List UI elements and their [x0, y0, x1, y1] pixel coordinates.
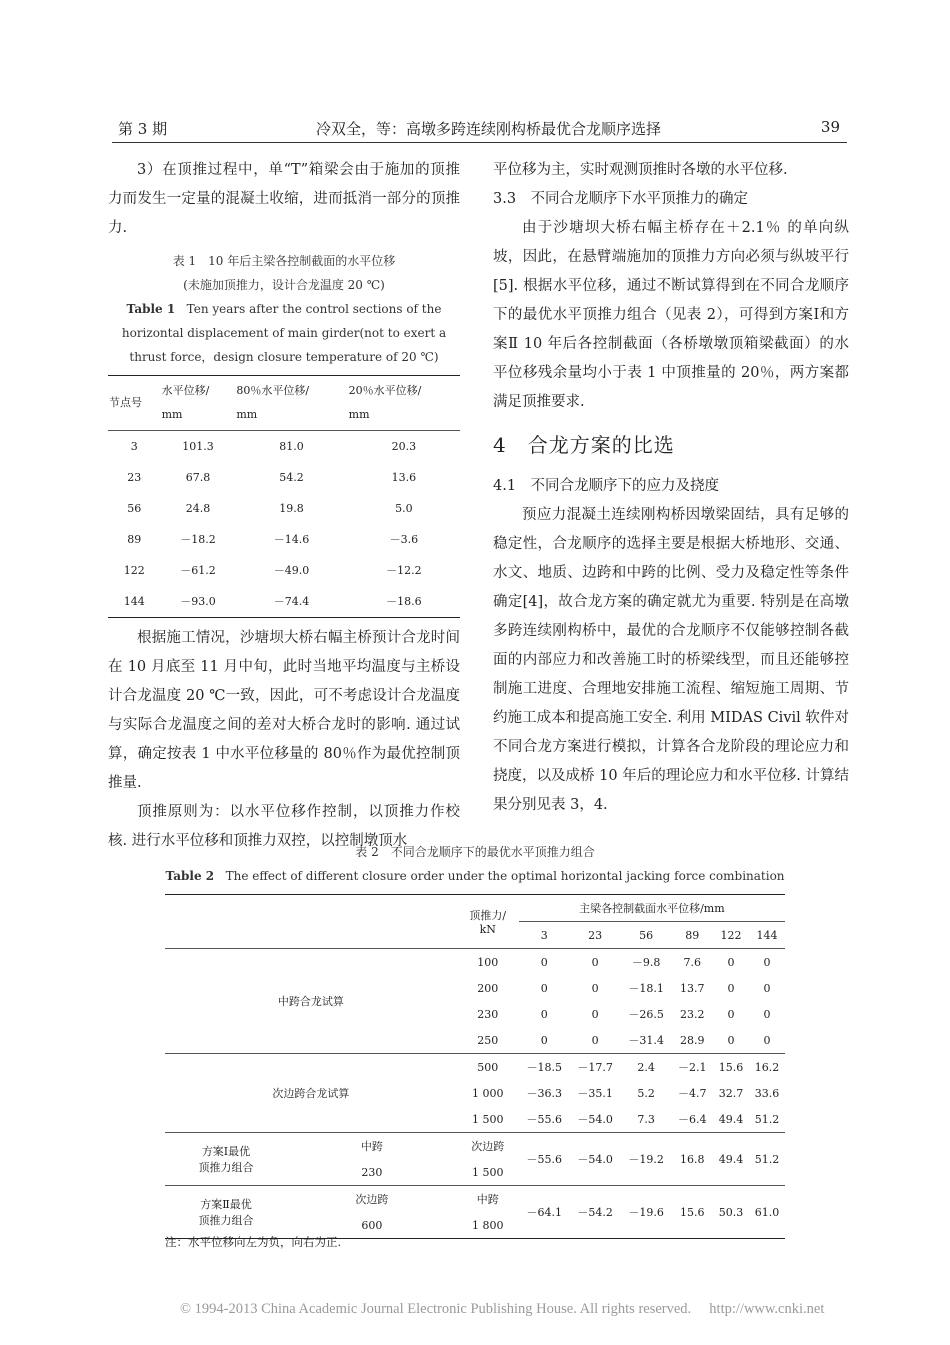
table1-caption-cn-sub: (未施加顶推力，设计合龙温度 20 ℃)	[183, 278, 385, 292]
table1-col-node: 节点号	[108, 376, 161, 431]
scheme1-label: 方案Ⅰ最优	[201, 1145, 251, 1158]
table2-node: 122	[720, 928, 742, 942]
table-row: 122 －61.2 －49.0 －12.2	[123, 564, 422, 577]
group-label: 次边跨合龙试算	[272, 1087, 350, 1100]
table2-node: 23	[588, 928, 603, 942]
table-row: 144 －93.0 －74.4 －18.6	[108, 586, 460, 618]
section-4-heading: 4 合龙方案的比选	[493, 433, 675, 457]
paragraph: 预应力混凝土连续刚构桥因墩梁固结，具有足够的稳定性，合龙顺序的选择主要是根据大桥地形、交通、水文、地质、边跨和中跨的比例、受力及稳定性等条件确定[4]，故合龙方案的确定就尤为重要. 特别是在高墩多跨连续刚构桥中，最优的合龙顺序不仅能够控制各截面的内部应力和改善施工时的桥梁线型，而且还能够控制施工进度、合理地安排施工流程、缩短施工周期、节约施工成本和提高施工安全. 利用 MIDAS Civil 软件对不同合龙方案进行模拟，计算各合龙阶段的理论应力和挠度，以及成桥 10 年后的理论应力和水平位移. 计算结果分别见表 3，4.	[493, 507, 849, 813]
table-row: 230 1 500	[165, 1159, 785, 1186]
table1-caption-en	[108, 297, 460, 369]
table2-node: 89	[685, 928, 700, 942]
table2-head-force-unit: kN	[479, 923, 496, 936]
scheme2-label: 方案Ⅱ最优	[200, 1198, 252, 1211]
table2-note: 注：水平位移向左为负，向右为正.	[165, 1235, 342, 1249]
table-row: 1 500 －55.6 －54.0 7.3 －6.4 49.4 51.2	[165, 1106, 785, 1133]
table1-caption-en-text: Ten years after the control sections of the horizontal displacement of main girder(not to exert a thrust force，design closure temperature of 20 ℃)	[121, 302, 447, 364]
table-row: 中跨合龙试算 100 0 0 －9.8 7.6 0 0	[165, 949, 785, 976]
paragraph: 平位移为主，实时观测顶推时各墩的水平位移.	[493, 162, 788, 178]
table2-node: 3	[540, 928, 548, 942]
page-number: 39	[820, 118, 840, 136]
table2-node: 144	[756, 928, 778, 942]
table2-caption-cn: 表 2 不同合龙顺序下的最优水平顶推力组合	[355, 845, 595, 859]
table-row: 600 1 800	[165, 1212, 785, 1239]
table1-col-20: 20％水平位移/ mm	[348, 376, 460, 431]
table-row: 230 0 0 －26.5 23.2 0 0	[477, 1007, 771, 1021]
paragraph: 顶推原则为：以水平位移作控制，以顶推力作校核. 进行水平位移和顶推力双控，以控制墩顶水	[108, 804, 460, 849]
table-row: 方案Ⅰ最优 顶推力组合 中跨 次边跨 －55.6 －54.0 －19.2 16.8 49.4 51.2	[198, 1140, 780, 1174]
left-column	[108, 156, 460, 856]
header-rule	[112, 142, 847, 143]
table-row: 次边跨合龙试算 500 －18.5 －17.7 2.4 －2.1 15.6 16.2	[165, 1054, 785, 1081]
table1-label: Table 1	[126, 302, 176, 316]
heading-4-1: 4.1 不同合龙顺序下的应力及挠度	[493, 478, 720, 494]
table1-col-80: 80％水平位移/ mm	[235, 376, 347, 431]
running-title: 冷双全，等：高墩多跨连续刚构桥最优合龙顺序选择	[316, 120, 662, 138]
issue-number: 第 3 期	[118, 120, 168, 138]
table2-label: Table 2	[165, 869, 215, 883]
table-row: 23 67.8 54.2 13.6	[127, 471, 417, 484]
table-row: 200 0 0 －18.1 13.7 0 0	[477, 981, 771, 995]
paragraph: 由于沙塘坝大桥右幅主桥存在＋2.1％ 的单向纵坡，因此，在悬臂端施加的顶推力方向必须与纵坡平行[5]. 根据水平位移，通过不断试算得到在不同合龙顺序下的最优水平顶推力组合（见表 2），可得到方案Ⅰ和方案Ⅱ 10 年后各控制截面（各桥墩墩顶箱梁截面）的水平位移残余量均小于表 1 中顶推量的 20％，两方案都满足顶推要求.	[493, 220, 849, 410]
running-header	[118, 118, 840, 140]
table-row: 方案Ⅱ最优 顶推力组合 次边跨 中跨 －64.1 －54.2 －19.6 15.6 50.3 61.0	[198, 1193, 780, 1227]
table-row: 3 101.3 81.0 20.3	[130, 440, 417, 453]
table2-caption-en	[165, 864, 785, 888]
table1	[108, 375, 460, 618]
table2-block	[165, 840, 785, 1239]
table2-caption-en-text: The effect of different closure order under the optimal horizontal jacking force combination	[225, 869, 785, 883]
paragraph: 根据施工情况，沙塘坝大桥右幅主桥预计合龙时间在 10 月底至 11 月中旬，此时当地平均温度与主桥设计合龙温度 20 ℃一致，因此，可不考虑设计合龙温度与实际合龙温度之间的差对大桥合龙时的影响. 通过试算，确定按表 1 中水平位移量的 80％作为最优控制顶推量.	[108, 630, 460, 791]
table1-col-disp: 水平位移/ mm	[161, 376, 236, 431]
paragraph: 3）在顶推过程中，单“T”箱梁会由于施加的顶推力而发生一定量的混凝土收缩，进而抵消一部分的顶推力.	[108, 162, 460, 236]
group-label: 中跨合龙试算	[277, 995, 344, 1008]
table-row: 1 000 －36.3 －35.1 5.2 －4.7 32.7 33.6	[472, 1086, 780, 1100]
copyright-footer: © 1994-2013 China Academic Journal Electronic Publishing House. All rights reserved. http://www.cnki.net	[180, 1301, 825, 1317]
table-row: 250 0 0 －31.4 28.9 0 0	[165, 1027, 785, 1054]
table2-node: 56	[639, 928, 654, 942]
table-row: 89 －18.2 －14.6 －3.6	[127, 533, 419, 546]
table1-caption-cn: 表 1 10 年后主梁各控制截面的水平位移	[172, 254, 396, 268]
table-row: 56 24.8 19.8 5.0	[127, 502, 413, 515]
table2-head-disp: 主梁各控制截面水平位移/mm	[519, 895, 785, 922]
table1-header-row	[108, 376, 460, 431]
table2	[165, 894, 785, 1239]
table2-head-force: 顶推力/	[469, 909, 507, 922]
heading-3-3: 3.3 不同合龙顺序下水平顶推力的确定	[493, 191, 749, 207]
right-column	[493, 156, 849, 820]
